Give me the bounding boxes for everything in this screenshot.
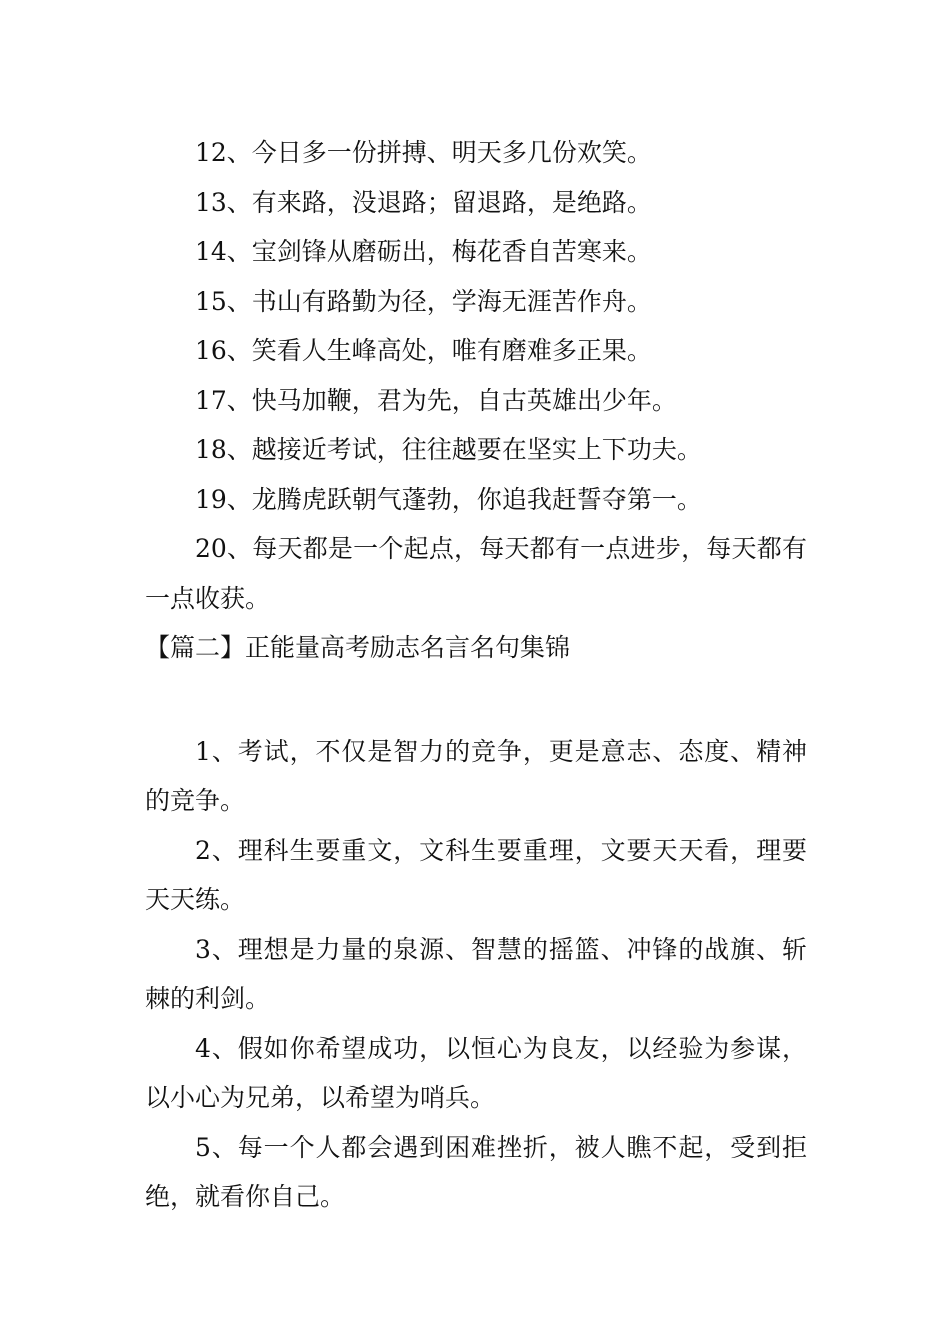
quote-4: 4、假如你希望成功，以恒心为良友，以经验为参谋，以小心为兄弟，以希望为哨兵。 (145, 1033, 807, 1112)
quote-20: 20、每天都是一个起点，每天都有一点进步，每天都有一点收获。 (145, 534, 807, 613)
quote-16: 16、笑看人生峰高处，唯有磨难多正果。 (195, 336, 652, 365)
quote-18: 18、越接近考试，往往越要在坚实上下功夫。 (195, 435, 702, 464)
quote-13: 13、有来路，没退路；留退路，是绝路。 (195, 187, 652, 217)
quote-14: 14、宝剑锋从磨砺出，梅花香自苦寒来。 (195, 237, 652, 266)
quote-1: 1、考试，不仅是智力的竞争，更是意志、态度、精神的竞争。 (145, 736, 807, 815)
quote-2: 2、理科生要重文，文科生要重理，文要天天看，理要天天练。 (145, 835, 807, 914)
quote-12: 12、今日多一份拼搏、明天多几份欢笑。 (195, 138, 652, 167)
document-body (145, 128, 807, 1222)
section-two-heading: 【篇二】正能量高考励志名言名句集锦 (145, 633, 571, 662)
quote-19: 19、龙腾虎跃朝气蓬勃，你追我赶誓夺第一。 (195, 484, 702, 514)
spacer (145, 673, 807, 727)
quote-17: 17、快马加鞭，君为先，自古英雄出少年。 (195, 385, 677, 415)
quote-3: 3、理想是力量的泉源、智慧的摇篮、冲锋的战旗、斩棘的利剑。 (145, 934, 807, 1013)
quote-5: 5、每一个人都会遇到困难挫折，被人瞧不起，受到拒绝，就看你自己。 (145, 1132, 807, 1211)
quote-15: 15、书山有路勤为径，学海无涯苦作舟。 (195, 286, 652, 316)
